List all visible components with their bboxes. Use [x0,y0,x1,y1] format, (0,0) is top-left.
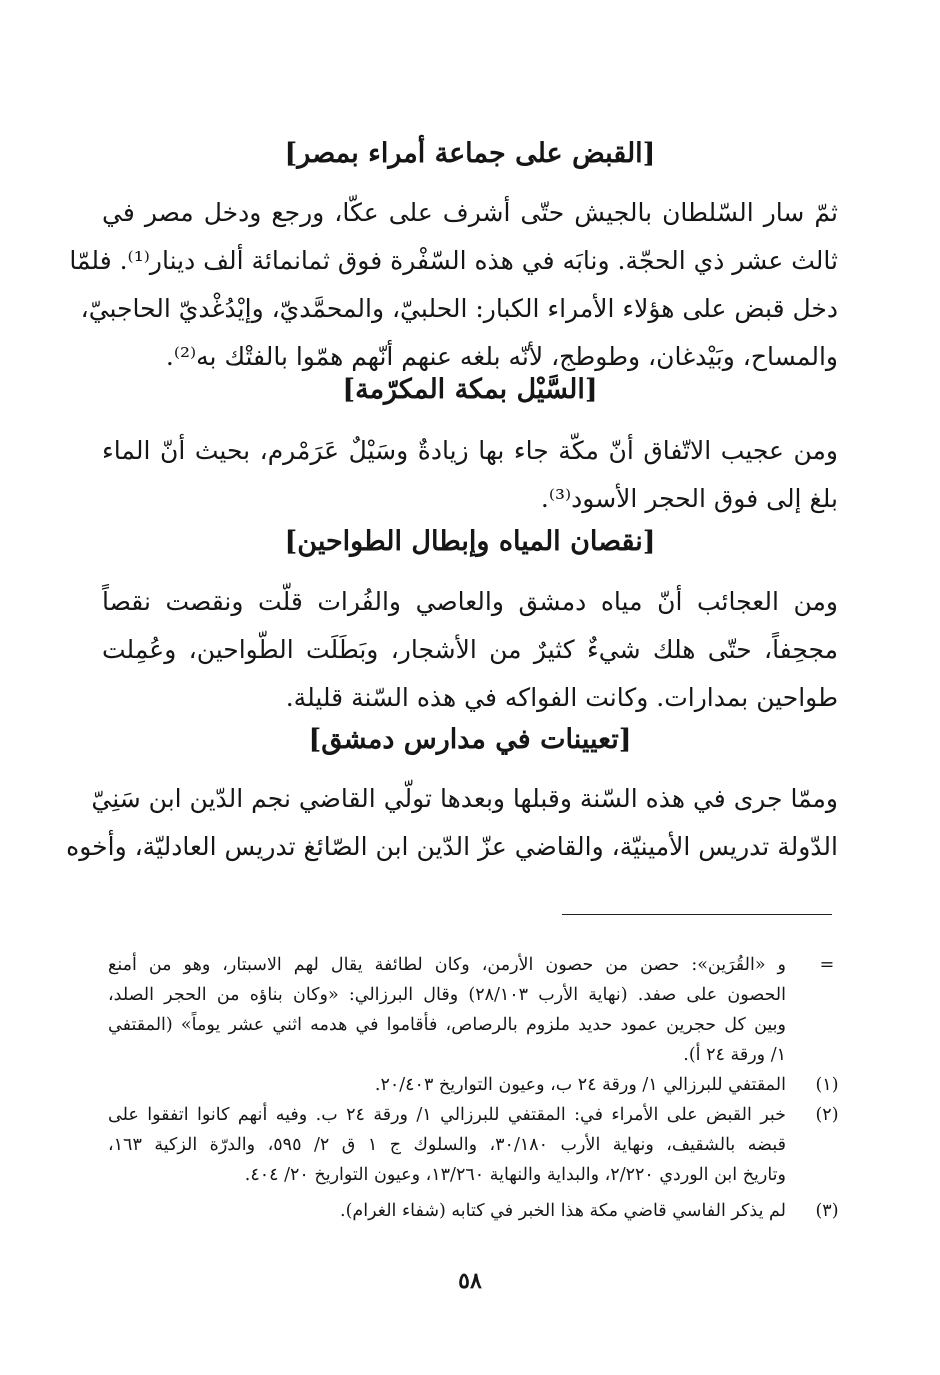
text-line: والمساح، وبَيْدغان، وطوطج، لأنّه بلغه عنهم أنّهم همّوا بالفتْك به⁽²⁾. [165,342,838,371]
body-paragraph [102,427,838,523]
footnote-marker: = [819,955,835,975]
page-number: ٥٨ [458,1268,482,1294]
body-paragraph [102,578,838,722]
text-line: ثمّ سار السّلطان بالجيش حتّى أشرف على عكّا، ورجع ودخل مصر في [102,198,838,227]
section-heading: [السَّيْل بمكة المكرّمة] [342,374,598,405]
footnote-separator [562,914,832,915]
footnote-text [108,1100,786,1190]
text-line: مجحِفاً، حتّى هلك شيءٌ كثيرٌ من الأشجار، وبَطَلَت الطّواحين، وعُمِلت [102,635,838,664]
text-line: قبضه بالشقيف، ونهاية الأرب ٣٠/١٨٠، والسلوك ج ١ ق ٢/ ٥٩٥، والدرّة الزكية ١٦٣، [108,1135,786,1155]
text-line: وبين كل حجرين عمود حديد ملزوم بالرصاص، فأقاموا في هدمه اثني عشر يوماً» (المقتفي [108,1015,786,1035]
footnote-text [108,1070,786,1100]
footnote-marker: (٣) [815,1201,839,1221]
text-line: الحصون على صفد. (نهاية الأرب ٢٨/١٠٣) وقال البرزالي: «وكان بناؤه من الحجر الصلد، [108,985,786,1005]
footnote-marker: (٢) [815,1105,839,1125]
text-line: دخل قبض على هؤلاء الأمراء الكبار: الحلبيّ، والمحمَّديّ، وإيْدُغْديّ الحاجبيّ، [80,294,838,323]
text-line: لم يذكر الفاسي قاضي مكة هذا الخبر في كتابه (شفاء الغرام). [340,1201,786,1221]
text-line: وتاريخ ابن الوردي ٢/٢٢٠، والبداية والنهاية ١٣/٢٦٠، وعيون التواريخ ٢٠/ ٤٠٤. [244,1165,786,1185]
text-line: الدّولة تدريس الأمينيّة، والقاضي عزّ الدّين ابن الصّائغ تدريس العادليّة، وأخوه [66,832,838,861]
text-line: و «القُرَين»: حصن من حصون الأرمن، وكان لطائفة يقال لهم الاسبتار، وهو من أمنع [108,955,786,975]
section-heading: [القبض على جماعة أمراء بمصر] [284,138,656,169]
footnote-marker: (١) [815,1075,839,1095]
text-line: ثالث عشر ذي الحجّة. ونابَه في هذه السّفْرة فوق ثمانمائة ألف دينار⁽¹⁾. فلمّا [69,246,838,275]
text-line: خبر القبض على الأمراء في: المقتفي للبرزالي ١/ ورقة ٢٤ ب. وفيه أنهم كانوا اتفقوا على [108,1105,786,1125]
section-heading: [تعيينات في مدارس دمشق] [308,724,632,755]
text-line: ١/ ورقة ٢٤ أ). [683,1045,786,1065]
text-line: طواحين بمدارات. وكانت الفواكه في هذه السّنة قليلة. [285,683,838,712]
text-line: بلغ إلى فوق الحجر الأسود⁽³⁾. [540,484,838,513]
text-line: ومن عجيب الاتّفاق أنّ مكّة جاء بها زيادةٌ وسَيْلٌ عَرَمْرم، بحيث أنّ الماء [102,436,838,465]
text-line: ومن العجائب أنّ مياه دمشق والعاصي والفُرات قلّت ونقصت نقصاً [102,587,838,616]
text-line: المقتفي للبرزالي ١/ ورقة ٢٤ ب، وعيون التواريخ ٢٠/٤٠٣. [374,1075,786,1095]
body-paragraph [69,189,838,381]
text-line: وممّا جرى في هذه السّنة وقبلها وبعدها تولّي القاضي نجم الدّين ابن سَنِيّ [91,784,838,813]
footnote-text [108,950,786,1070]
footnote-text [108,1196,786,1226]
body-paragraph [66,775,838,871]
section-heading: [نقصان المياه وإبطال الطواحين] [284,526,656,557]
